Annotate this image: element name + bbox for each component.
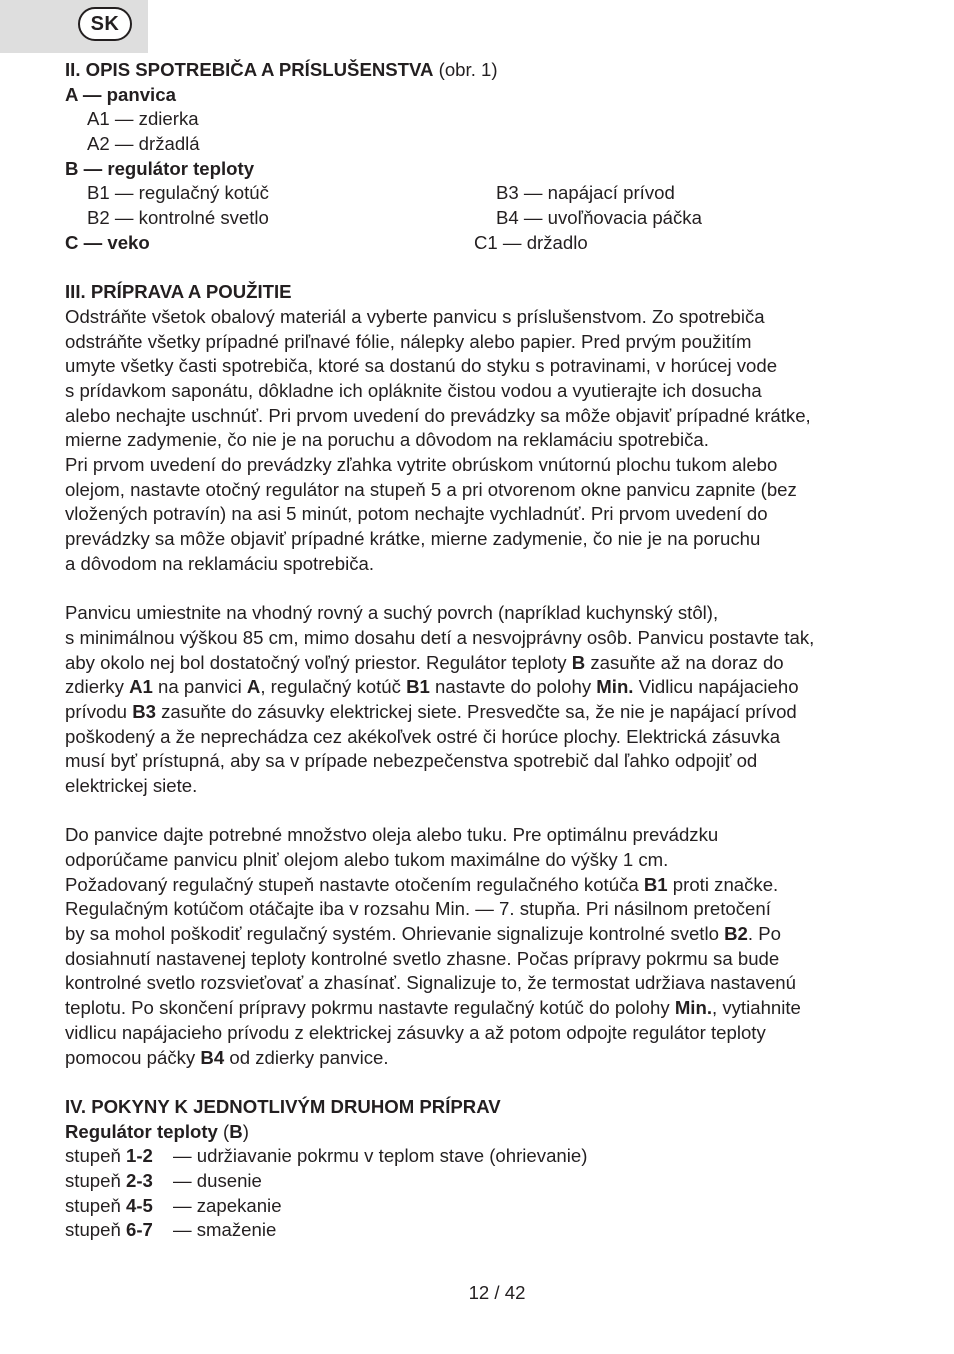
parts-row-b1-b3 xyxy=(65,181,905,206)
section-3-heading: III. PRÍPRAVA A POUŽITIE xyxy=(65,281,292,303)
section-3-paragraph-1: Odstráňte všetok obalový materiál a vyberte panvicu s príslušenstvom. Zo spotrebiča odstráňte všetky prípadné priľnavé fólie, nálepky alebo papier. Pred prvým použitím umyte všetky časti spotrebiča, ktoré sa dostanú do styku s potravinami, v horúcej vode s prídavkom saponátu, dôkladne ich opláknite čistou vodou a vyutierajte ich dosucha alebo nechajte uschnúť. Pri prvom uvedení do prevádzky sa môže objaviť prípadné krátke, mierne zadymenie, čo nie je na poruchu a dôvodom na reklamáciu spotrebiča. Pri prvom uvedení do prevádzky zľahka vytrite obrúskom vnútornú plochu tukom alebo olejom, nastavte otočný regulátor na stupeň 5 a pri otvorenom okne panvicu zapnite (bez vložených potravín) na asi 5 minút, potom nechajte vychladnúť. Pri prvom uvedení do prevádzky sa môže objaviť prípadné krátke, mierne zadymenie, čo nie je na poruchu a dôvodom na reklamáciu spotrebiča. xyxy=(65,305,811,574)
regulator-subheading: Regulátor teploty (B) xyxy=(65,1120,249,1142)
part-b-label: B — regulátor teploty xyxy=(65,157,255,179)
section-2-heading: II. OPIS SPOTREBIČA A PRÍSLUŠENSTVA (obr. 1) xyxy=(65,59,498,80)
parts-row-b2-b4 xyxy=(65,206,905,231)
part-c-label: C — veko xyxy=(65,231,150,253)
part-b3: B3 — napájací prívod xyxy=(496,182,675,204)
list-item: stupeň 6-7 — smaženie xyxy=(65,1219,277,1241)
list-item: stupeň 4-5 — zapekanie xyxy=(65,1194,282,1216)
section-3-paragraph-3: Do panvice dajte potrebné množstvo oleja alebo tuku. Pre optimálnu prevádzku odporúčame panvicu plniť olejom alebo tukom maximálne do výšky 1 cm. Požadovaný regulačný stupeň nastavte otočením regulačného kotúča B1 proti značke. Regulačným kotúčom otáčajte iba v rozsahu Min. — 7. stupňa. Pri násilnom pretočení by sa mohol poškodiť regulačný systém. Ohrievanie signalizuje kontrolné svetlo B2. Po dosiahnutí nastavenej teploty kontrolné svetlo zhasne. Počas prípravy pokrmu sa bude kontrolné svetlo rozsvieťovať a zhasínať. Signalizuje to, že termostat udržiava nastavenú teplotu. Po skončení prípravy pokrmu nastavte regulačný kotúč do polohy Min., vytiahnite vidlicu napájacieho prívodu z elektrickej zásuvky a až potom odpojte regulátor teploty pomocou páčky B4 od zdierky panvice. xyxy=(65,824,801,1068)
part-b4: B4 — uvoľňovacia páčka xyxy=(496,207,702,229)
part-a-label: A — panvica xyxy=(65,83,176,105)
language-badge: SK xyxy=(78,7,132,41)
section-3-paragraph-2: Panvicu umiestnite na vhodný rovný a suchý povrch (napríklad kuchynský stôl), s minimálnou výškou 85 cm, mimo dosahu detí a nesvojprávny osôb. Panvicu postavte tak, aby okolo nej bol dostatočný voľný priestor. Regulátor teploty B zasuňte až na doraz do zdierky A1 na panvici A, regulačný kotúč B1 nastavte do polohy Min. Vidlicu napájacieho prívodu B3 zasuňte do zásuvky elektrickej siete. Presvedčte sa, že nie je napájací prívod poškodený a že neprechádza cez akékoľvek ostré či horúce plochy. Elektrická zásuvka musí byť prístupná, aby sa v prípade nebezpečenstva spotrebič dal ľahko odpojiť od elektrickej siete. xyxy=(65,602,815,796)
part-b2: B2 — kontrolné svetlo xyxy=(87,207,269,229)
part-a2: A2 — držadlá xyxy=(87,133,200,155)
language-tab xyxy=(0,0,148,53)
part-b1: B1 — regulačný kotúč xyxy=(87,182,269,204)
list-item: stupeň 2-3 — dusenie xyxy=(65,1169,262,1191)
section-4-heading: IV. POKYNY K JEDNOTLIVÝM DRUHOM PRÍPRAV xyxy=(65,1095,501,1117)
parts-row-c-c1 xyxy=(65,231,905,256)
page-content xyxy=(65,58,905,1243)
page-number: 12 / 42 xyxy=(468,1282,526,1303)
list-item: stupeň 1-2 — udržiavanie pokrmu v teplom stave (ohrievanie) xyxy=(65,1145,588,1167)
part-a1: A1 — zdierka xyxy=(87,108,199,130)
part-c1: C1 — držadlo xyxy=(474,231,588,253)
